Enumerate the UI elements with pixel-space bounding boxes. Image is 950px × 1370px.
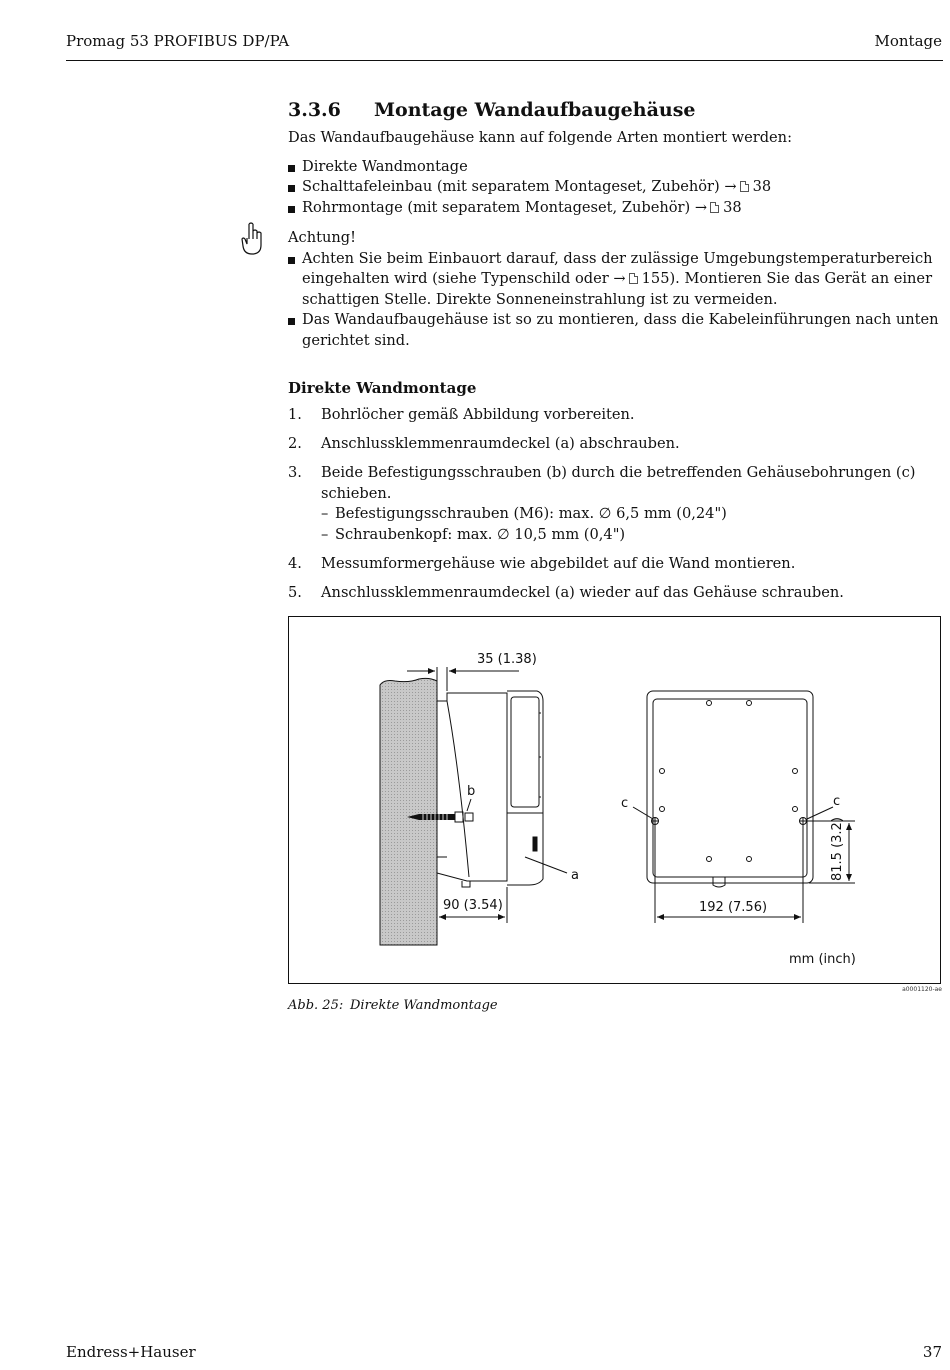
list-item: Schalttafeleinbau (mit separatem Montageset, Zubehör) → 38 (288, 177, 943, 198)
section-number: 3.3.6 (288, 99, 341, 121)
steps-list (288, 405, 943, 603)
mounting-figure (288, 616, 941, 984)
section-title: Montage Wandaufbaugehäuse (374, 99, 696, 121)
arrow-icon: → (694, 198, 708, 216)
page-ref: 38 (723, 198, 742, 216)
step-item: 1. Bohrlöcher gemäß Abbildung vorbereiten. (288, 406, 635, 423)
step-item: 3. Beide Befestigungsschrauben (b) durch die betreffenden Gehäusebohrungen (c) schieben. – Befestigungsschrauben (M6): max. ∅ 6,5 mm (0,24") – Schraubenkopf: max. ∅ 10,5 mm (0,4") (288, 463, 943, 545)
mount-options-list (288, 157, 943, 219)
section-heading (288, 96, 943, 124)
dim-depth-label: 90 (3.54) (443, 898, 503, 913)
dim-width-label: 192 (7.56) (699, 900, 768, 915)
subsection-heading: Direkte Wandmontage (288, 379, 477, 397)
footer-brand: Endress+Hauser (66, 1343, 196, 1361)
header-left: Promag 53 PROFIBUS DP/PA (66, 32, 290, 50)
step-item: 4. Messumformergehäuse wie abgebildet auf die Wand montieren. (288, 554, 796, 572)
warning-block (288, 228, 943, 351)
label-b: b (467, 784, 476, 799)
arrow-icon: → (613, 270, 626, 287)
figure-id: a0001120-ae (902, 986, 942, 993)
label-c-right: c (833, 794, 841, 809)
dim-top-label: 35 (1.38) (477, 652, 537, 667)
main-content (288, 96, 943, 612)
list-item: Das Wandaufbaugehäuse ist so zu montieren, dass die Kabeleinführungen nach unten gerichtet sind. (288, 310, 943, 351)
pointing-hand-icon (241, 222, 263, 256)
label-a: a (571, 868, 579, 883)
step-subitem: – Befestigungsschrauben (M6): max. ∅ 6,5 mm (0,24") (321, 504, 943, 525)
header-right: Montage (874, 32, 942, 50)
list-item: Rohrmontage (mit separatem Montageset, Zubehör) → 38 (288, 198, 943, 219)
page-number: 37 (922, 1343, 942, 1361)
page-ref: 155 (641, 270, 670, 287)
page-reference-icon (629, 273, 638, 284)
caption-text: Direkte Wandmontage (350, 998, 498, 1013)
step-item: 5. Anschlussklemmenraumdeckel (a) wieder auf das Gehäuse schrauben. (288, 583, 844, 601)
warning-list (288, 249, 943, 352)
caption-label: Abb. 25: (288, 998, 344, 1013)
wall-section (380, 678, 437, 945)
list-item: Direkte Wandmontage (288, 157, 943, 178)
step-item: 2. Anschlussklemmenraumdeckel (a) abschrauben. (288, 435, 680, 452)
mounting-drawing (289, 617, 942, 985)
header-rule (66, 60, 943, 61)
page-reference-icon (710, 202, 719, 213)
page-reference-icon (740, 181, 749, 192)
dim-height-label: 81.5 (3.2) (830, 817, 845, 881)
figure-caption (288, 998, 498, 1013)
label-c-left: c (621, 796, 629, 811)
step-subitem: – Schraubenkopf: max. ∅ 10,5 mm (0,4") (321, 525, 943, 546)
page-ref: 38 (752, 178, 772, 195)
list-item: Achten Sie beim Einbauort darauf, dass der zulässige Umgebungstemperaturbereich eingehalten wird (siehe Typenschild oder → 155). Montieren Sie das Gerät an einer schattigen Stelle. Direkte Sonneneinstrahlung ist zu vermeiden. (288, 249, 943, 311)
warning-title: Achtung! (288, 229, 356, 246)
units-label: mm (inch) (789, 952, 856, 967)
housing-front-view (647, 691, 813, 887)
intro-text: Das Wandaufbaugehäuse kann auf folgende Arten montiert werden: (288, 129, 792, 146)
arrow-icon: → (724, 178, 737, 195)
